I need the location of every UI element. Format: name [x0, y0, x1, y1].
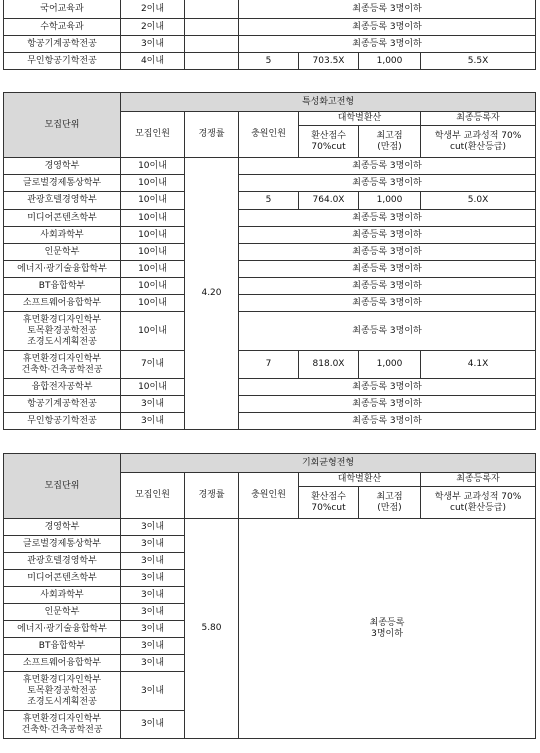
- unit-cell: 휴먼환경디자인학부 토목환경공학전공 조경도시계획전공: [4, 312, 121, 351]
- header-max: 최고점 (만점): [359, 487, 421, 519]
- quota-cell: 3이내: [121, 396, 185, 413]
- header-unit: 모집단위: [4, 93, 121, 158]
- unit-cell: 무인항공기학전공: [4, 53, 121, 70]
- quota-cell: 10이내: [121, 379, 185, 396]
- table-row: [4, 278, 536, 295]
- table-title: 특성화고전형: [121, 93, 536, 112]
- note-cell: 최종등록 3명이하: [239, 210, 536, 227]
- table-row: [4, 175, 536, 192]
- unit-cell: 휴먼환경디자인학부 건축학·건축공학전공: [4, 711, 121, 739]
- quota-cell: 10이내: [121, 295, 185, 312]
- unit-cell: 융합전자공학부: [4, 379, 121, 396]
- note-cell: 최종등록 3명이하: [239, 244, 536, 261]
- unit-cell: 미디어콘텐츠학부: [4, 570, 121, 587]
- quota-cell: 10이내: [121, 278, 185, 295]
- header-quota: 모집인원: [121, 112, 185, 158]
- table-row: [4, 261, 536, 278]
- note-cell: 최종등록 3명이하: [239, 379, 536, 396]
- unit-cell: BT융합학부: [4, 278, 121, 295]
- table-title: 기회균형전형: [121, 454, 536, 473]
- unit-cell: 에너지·광기술융합학부: [4, 261, 121, 278]
- unit-cell: 에너지·광기술융합학부: [4, 621, 121, 638]
- note-cell: 최종등록 3명이하: [239, 19, 536, 36]
- table-row: [4, 519, 536, 536]
- quota-cell: 7이내: [121, 351, 185, 379]
- table-row: [4, 396, 536, 413]
- rate-cell: 5.80: [185, 519, 239, 739]
- quota-cell: 3이내: [121, 655, 185, 672]
- rate-cell: 4.20: [185, 158, 239, 430]
- unit-cell: 사회과학부: [4, 227, 121, 244]
- header-quota: 모집인원: [121, 473, 185, 519]
- unit-cell: BT융합학부: [4, 638, 121, 655]
- grade-cell: 5.0X: [421, 192, 536, 210]
- note-cell: 최종등록 3명이하: [239, 261, 536, 278]
- added-cell: 5: [239, 192, 299, 210]
- unit-cell: 글로벌경제통상학부: [4, 175, 121, 192]
- note-cell: 최종등록 3명이하: [239, 278, 536, 295]
- table-row: [4, 312, 536, 351]
- unit-cell: 소프트웨어융합학부: [4, 655, 121, 672]
- header-added: 충원인원: [239, 112, 299, 158]
- header-final: 최종등록자: [421, 473, 536, 487]
- quota-cell: 3이내: [121, 36, 185, 53]
- quota-cell: 3이내: [121, 553, 185, 570]
- unit-cell: 글로벌경제통상학부: [4, 536, 121, 553]
- note-cell: 최종등록 3명이하: [239, 519, 536, 739]
- quota-cell: 2이내: [121, 19, 185, 36]
- quota-cell: 3이내: [121, 621, 185, 638]
- note-cell: 최종등록 3명이하: [239, 158, 536, 175]
- quota-cell: 3이내: [121, 604, 185, 621]
- unit-cell: 관광호텔경영학부: [4, 192, 121, 210]
- max-cell: 1,000: [359, 351, 421, 379]
- note-cell: 최종등록 3명이하: [239, 36, 536, 53]
- header-added: 충원인원: [239, 473, 299, 519]
- unit-cell: 경영학부: [4, 158, 121, 175]
- specialized-hs-table: [3, 92, 536, 430]
- quota-cell: 2이내: [121, 0, 185, 19]
- unit-cell: 사회과학부: [4, 587, 121, 604]
- header-rate: 경쟁률: [185, 473, 239, 519]
- unit-cell: 휴먼환경디자인학부 건축학·건축공학전공: [4, 351, 121, 379]
- quota-cell: 10이내: [121, 175, 185, 192]
- table-row: [4, 53, 536, 70]
- quota-cell: 4이내: [121, 53, 185, 70]
- quota-cell: 3이내: [121, 536, 185, 553]
- quota-cell: 10이내: [121, 227, 185, 244]
- quota-cell: 10이내: [121, 261, 185, 278]
- unit-cell: 인문학부: [4, 244, 121, 261]
- note-cell: 최종등록 3명이하: [239, 0, 536, 19]
- quota-cell: 3이내: [121, 519, 185, 536]
- equal-opportunity-table: [3, 453, 536, 739]
- quota-cell: 10이내: [121, 244, 185, 261]
- header-conversion: 대학별환산: [299, 112, 421, 126]
- score-cell: 703.5X: [299, 53, 359, 70]
- header-conv-score: 환산점수 70%cut: [299, 487, 359, 519]
- header-max: 최고점 (만점): [359, 126, 421, 158]
- table-row: [4, 19, 536, 36]
- rate-cell: [185, 53, 239, 70]
- unit-cell: 미디어콘텐츠학부: [4, 210, 121, 227]
- header-final-sub: 학생부 교과성적 70% cut(환산등급): [421, 126, 536, 158]
- table-row: [4, 0, 536, 19]
- score-cell: 818.0X: [299, 351, 359, 379]
- rate-cell: [185, 19, 239, 36]
- note-cell: 최종등록 3명이하: [239, 396, 536, 413]
- unit-cell: 관광호텔경영학부: [4, 553, 121, 570]
- table-row: [4, 192, 536, 210]
- table-row: [4, 210, 536, 227]
- unit-cell: 인문학부: [4, 604, 121, 621]
- unit-cell: 무인항공기학전공: [4, 413, 121, 430]
- quota-cell: 10이내: [121, 210, 185, 227]
- table-row: [4, 227, 536, 244]
- unit-cell: 소프트웨어융합학부: [4, 295, 121, 312]
- rate-cell: [185, 0, 239, 19]
- table-row: [4, 351, 536, 379]
- quota-cell: 3이내: [121, 672, 185, 711]
- note-cell: 최종등록 3명이하: [239, 175, 536, 192]
- unit-cell: 국어교육과: [4, 0, 121, 19]
- header-rate: 경쟁률: [185, 112, 239, 158]
- unit-cell: 수학교육과: [4, 19, 121, 36]
- note-cell: 최종등록 3명이하: [239, 295, 536, 312]
- score-cell: 764.0X: [299, 192, 359, 210]
- quota-cell: 3이내: [121, 711, 185, 739]
- table-row: [4, 36, 536, 53]
- quota-cell: 10이내: [121, 158, 185, 175]
- header-final-sub: 학생부 교과성적 70% cut(환산등급): [421, 487, 536, 519]
- grade-cell: 4.1X: [421, 351, 536, 379]
- table-row: [4, 379, 536, 396]
- header-conversion: 대학별환산: [299, 473, 421, 487]
- top-table: [3, 0, 536, 70]
- quota-cell: 3이내: [121, 413, 185, 430]
- quota-cell: 3이내: [121, 638, 185, 655]
- added-cell: 5: [239, 53, 299, 70]
- unit-cell: 휴먼환경디자인학부 토목환경공학전공 조경도시계획전공: [4, 672, 121, 711]
- unit-cell: 항공기계공학전공: [4, 36, 121, 53]
- note-cell: 최종등록 3명이하: [239, 312, 536, 351]
- quota-cell: 10이내: [121, 312, 185, 351]
- quota-cell: 10이내: [121, 192, 185, 210]
- table-row: [4, 413, 536, 430]
- max-cell: 1,000: [359, 192, 421, 210]
- note-cell: 최종등록 3명이하: [239, 227, 536, 244]
- rate-cell: [185, 36, 239, 53]
- header-unit: 모집단위: [4, 454, 121, 519]
- added-cell: 7: [239, 351, 299, 379]
- quota-cell: 3이내: [121, 570, 185, 587]
- unit-cell: 경영학부: [4, 519, 121, 536]
- table-row: [4, 295, 536, 312]
- grade-cell: 5.5X: [421, 53, 536, 70]
- quota-cell: 3이내: [121, 587, 185, 604]
- unit-cell: 항공기계공학전공: [4, 396, 121, 413]
- table-row: [4, 244, 536, 261]
- max-cell: 1,000: [359, 53, 421, 70]
- header-conv-score: 환산점수 70%cut: [299, 126, 359, 158]
- table-row: [4, 158, 536, 175]
- header-final: 최종등록자: [421, 112, 536, 126]
- note-cell: 최종등록 3명이하: [239, 413, 536, 430]
